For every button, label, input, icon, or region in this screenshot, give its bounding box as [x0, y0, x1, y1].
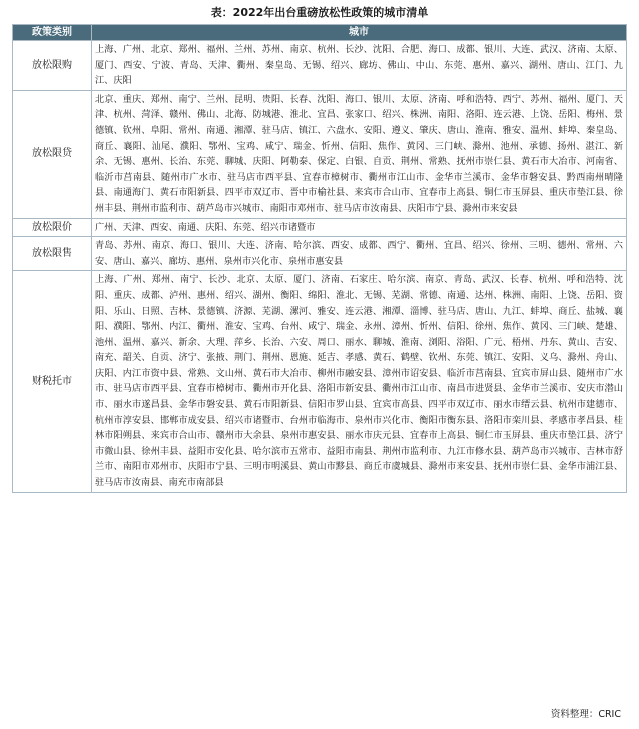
- table-row: [13, 90, 627, 218]
- category-cell: 放松限售: [13, 237, 92, 271]
- category-cell: 放松限价: [13, 218, 92, 237]
- cities-cell: 上海、广州、郑州、南宁、长沙、北京、太原、厦门、济南、石家庄、哈尔滨、南京、青岛、武汉、长春、杭州、呼和浩特、沈阳、重庆、成都、泸州、惠州、绍兴、湖州、衡阳、绵阳、淮北、无锡、芜湖、常德、南通、达州、株洲、南阳、上饶、岳阳、资阳、乐山、日照、吉林、景德镇、济源、芜湖、漯河、雅安、连云港、湘潭、淄博、驻马店、唐山、九江、蚌埠、商丘、盐城、襄阳、濮阳、鄂州、内江、衢州、淮安、宝鸡、台州、咸宁、瑞金、永州、漳州、忻州、信阳、徐州、焦作、黄冈、三门峡、楚雄、池州、温州、嘉兴、新余、大理、萍乡、长治、六安、周口、丽水、聊城、淮南、浏阳、浴阳、广元、梧州、丹东、黄山、吉安、南充、韶关、自贡、济宁、张掖、荆门、荆州、恩施、延吉、孝感、黄石、鹤壁、钦州、东莞、镇江、安阳、义乌、滁州、舟山、庆阳、内江市资中县、常熟、文山州、黄石市大冶市、柳州市融安县、漳州市诏安县、临沂市莒南县、宜宾市屏山县、随州市广水市、驻马店市西平县、宜春市樟树市、衢州市开化县、洛阳市新安县、衢州市江山市、南昌市进贤县、金华市兰溪市、安庆市潜山市、丽水市遂昌县、金华市磐安县、黄石市阳新县、信阳市罗山县、宜宾市高县、四平市双辽市、丽水市缙云县、杭州市建德市、杭州市淳安县、邯郸市成安县、绍兴市诸暨市、台州市临海市、泉州市兴化市、衡阳市衡东县、洛阳市栾川县、孝感市孝昌县、桂林市阳朔县、来宾市合山市、赣州市大余县、泉州市惠安县、丽水市庆元县、宜春市上高县、铜仁市玉屏县、重庆市垫江县、济宁市微山县、徐州丰县、益阳市安化县、哈尔滨市五常市、益阳市南县、荆州市监利市、九江市修水县、葫芦岛市兴城市、吉林市舒兰市、南阳市邓州市、庆阳市宁县、三明市明溪县、黄山市黟县、商丘市虞城县、滁州市来安县、抚州市崇仁县、金华市浦江县、驻马店市汝南县、南充市南部县: [92, 271, 627, 492]
- table-row: [13, 237, 627, 271]
- category-cell: 放松限贷: [13, 90, 92, 218]
- category-cell: 放松限购: [13, 41, 92, 91]
- source-note: 资料整理：CRIC: [550, 709, 621, 720]
- cities-cell: 上海、广州、北京、郑州、福州、兰州、苏州、南京、杭州、长沙、沈阳、合肥、海口、成都、银川、大连、武汉、济南、太原、厦门、西安、宁波、青岛、天津、衢州、秦皇岛、无锡、绍兴、廊坊、佛山、中山、东莞、惠州、嘉兴、湖州、唐山、江门、九江、庆阳: [92, 41, 627, 91]
- header-row: [13, 25, 627, 41]
- table-row: [13, 271, 627, 492]
- cities-cell: 北京、重庆、郑州、南宁、兰州、昆明、贵阳、长春、沈阳、海口、银川、太原、济南、呼和浩特、西宁、苏州、福州、厦门、天津、杭州、菏泽、赣州、佛山、北海、防城港、淮北、宜昌、张家口、绍兴、株洲、南阳、洛阳、连云港、上饶、岳阳、梅州、景德镇、钦州、阜阳、常州、南通、湘潭、驻马店、镇江、六盘水、安阳、遵义、肇庆、唐山、淮南、雅安、温州、蚌埠、秦皇岛、商丘、襄阳、汕尾、濮阳、鄂州、宝鸡、咸宁、瑞金、忻州、信阳、焦作、黄冈、三门峡、滁州、池州、承德、扬州、湛江、新余、无锡、惠州、长治、东莞、聊城、庆阳、阿勒泰、保定、白银、自贡、荆州、常熟、抚州市崇仁县、黄石市大冶市、河南省、临沂市莒南县、随州市广水市、驻马店市西平县、宜春市樟树市、衢州市江山市、金华市兰溪市、金华市磐安县、黔西南州晴隆县、南通海门、黄石市阳新县、四平市双辽市、晋中市榆社县、来宾市合山市、宜春市上高县、铜仁市玉屏县、重庆市垫江县、徐州丰县、荆州市监利市、葫芦岛市兴城市、南阳市邓州市、驻马店市汝南县、庆阳市宁县、滁州市来安县: [92, 90, 627, 218]
- table-row: [13, 41, 627, 91]
- header-category: 政策类别: [13, 25, 92, 41]
- policy-table: [12, 24, 627, 493]
- cities-cell: 广州、天津、西安、南通、庆阳、东莞、绍兴市诸暨市: [92, 218, 627, 237]
- cities-cell: 青岛、苏州、南京、海口、银川、大连、济南、哈尔滨、西安、成都、西宁、衢州、宜昌、绍兴、徐州、三明、德州、常州、六安、唐山、嘉兴、廊坊、惠州、泉州市兴化市、泉州市惠安县: [92, 237, 627, 271]
- header-cities: 城市: [92, 25, 627, 41]
- table-row: [13, 218, 627, 237]
- category-cell: 财税托市: [13, 271, 92, 492]
- table-title: 表：2022年出台重磅放松性政策的城市清单: [210, 6, 429, 19]
